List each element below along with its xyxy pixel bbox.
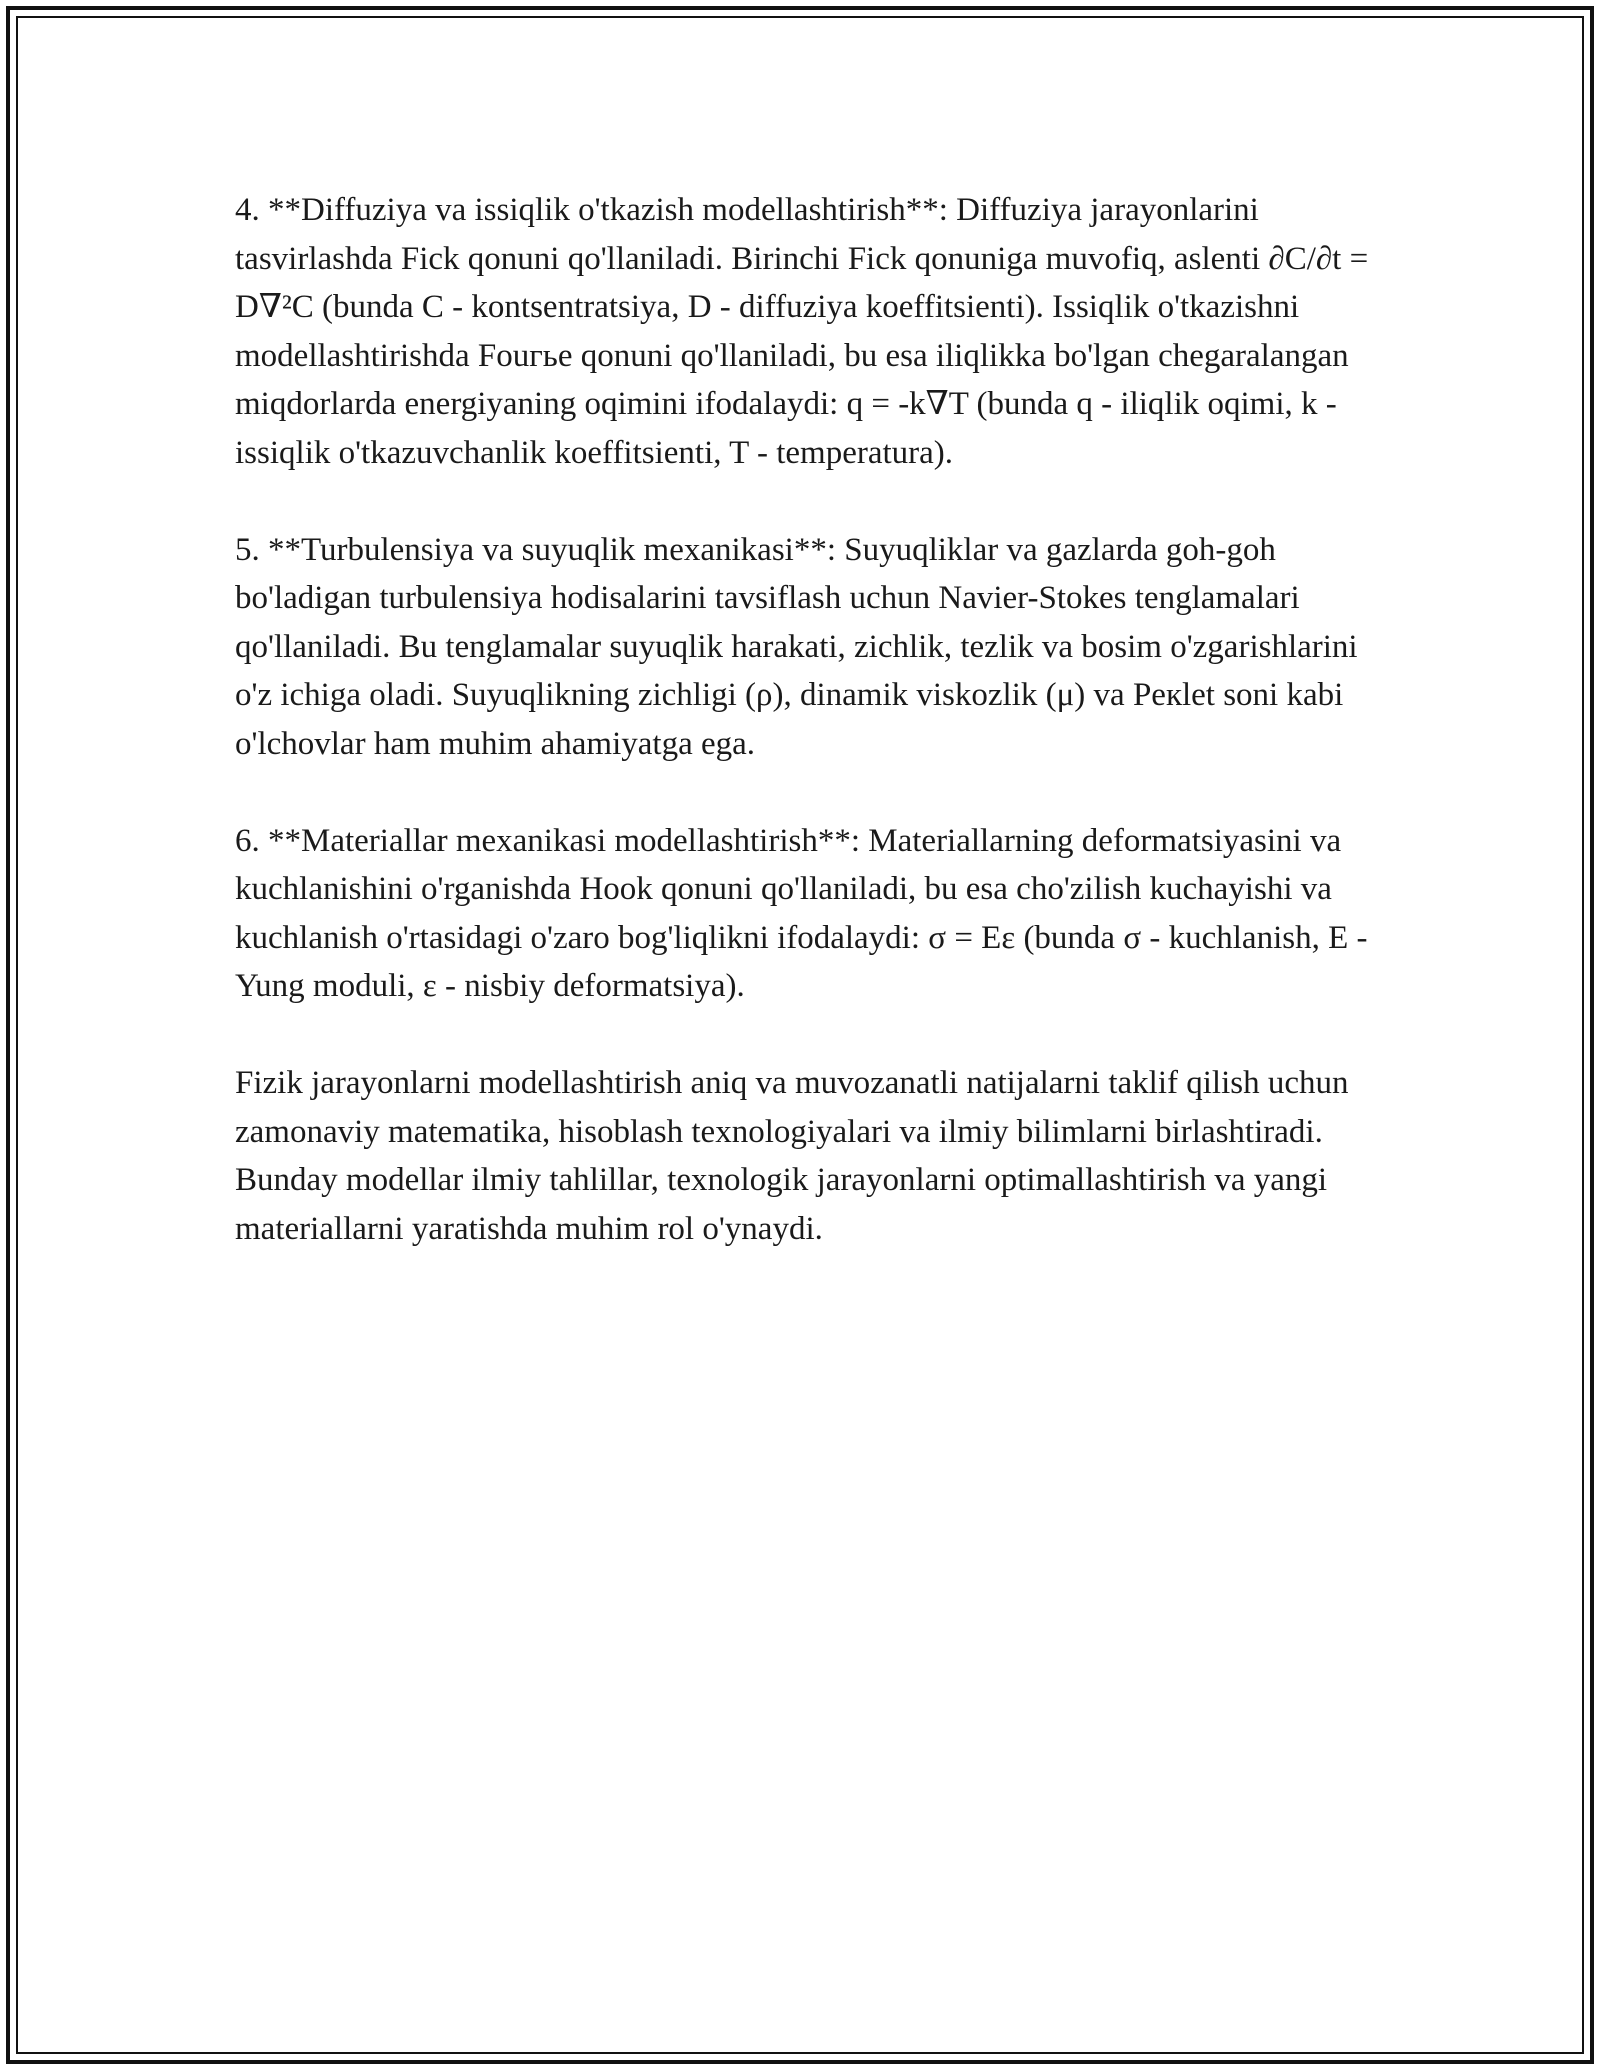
paragraph-turbulence: 5. **Turbulensiya va suyuqlik mexanikasi**: Suyuqliklar va gazlarda goh-goh bo'ladigan turbulensiya hodisalarini tavsiflash uchun Navier-Stokes tenglamalari qo'llaniladi. Bu tenglamalar suyuqlik harakati, zichlik, tezlik va bosim o'zgarishlarini o'z ichiga oladi. Suyuqlikning zichligi (ρ), dinamik viskozlik (μ) va Peкlet soni kabi o'lchovlar ham muhim ahamiyatga ega. bbox=[235, 531, 1358, 762]
paragraph-diffusion-heat: 4. **Diffuziya va issiqlik o'tkazish modellashtirish**: Diffuziya jarayonlarini tasvirlashda Fick qonuni qo'llaniladi. Birinchi Fick qonuniga muvofiq, aslenti ∂C/∂t = D∇²C (bunda C - kontsentratsiya, D - diffuziya koeffitsienti). Issiqlik o'tkazishni modellashtirishda Fouгье qonuni qo'llaniladi, bu esa iliqlikka bo'lgan chegaralangan miqdorlarda energiyaning oqimini ifodalaydi: q = -k∇T (bunda q - iliqlik oqimi, k - issiqlik o'tkazuvchanlik koeffitsienti, T - temperatura). bbox=[235, 192, 1369, 471]
paragraph-conclusion: Fizik jarayonlarni modellashtirish aniq va muvozanatli natijalarni taklif qilish uchun zamonaviy matematika, hisoblash texnologiyalari va ilmiy bilimlarni birlashtiradi. Bunday modellar ilmiy tahlillar, texnologik jarayonlarni optimallashtirish va yangi materiallarni yaratishda muhim rol o'ynaydi. bbox=[235, 1065, 1349, 1247]
paragraph-materials: 6. **Materiallar mexanikasi modellashtirish**: Materiallarning deformatsiyasini va kuchlanishini o'rganishda Hook qonuni qo'llaniladi, bu esa cho'zilish kuchayishi va kuchlanish o'rtasidagi o'zaro bog'liqlikni ifodalaydi: σ = Eε (bunda σ - kuchlanish, E - Yung moduli, ε - nisbiy deformatsiya). bbox=[235, 822, 1368, 1004]
document-body bbox=[235, 186, 1385, 1302]
